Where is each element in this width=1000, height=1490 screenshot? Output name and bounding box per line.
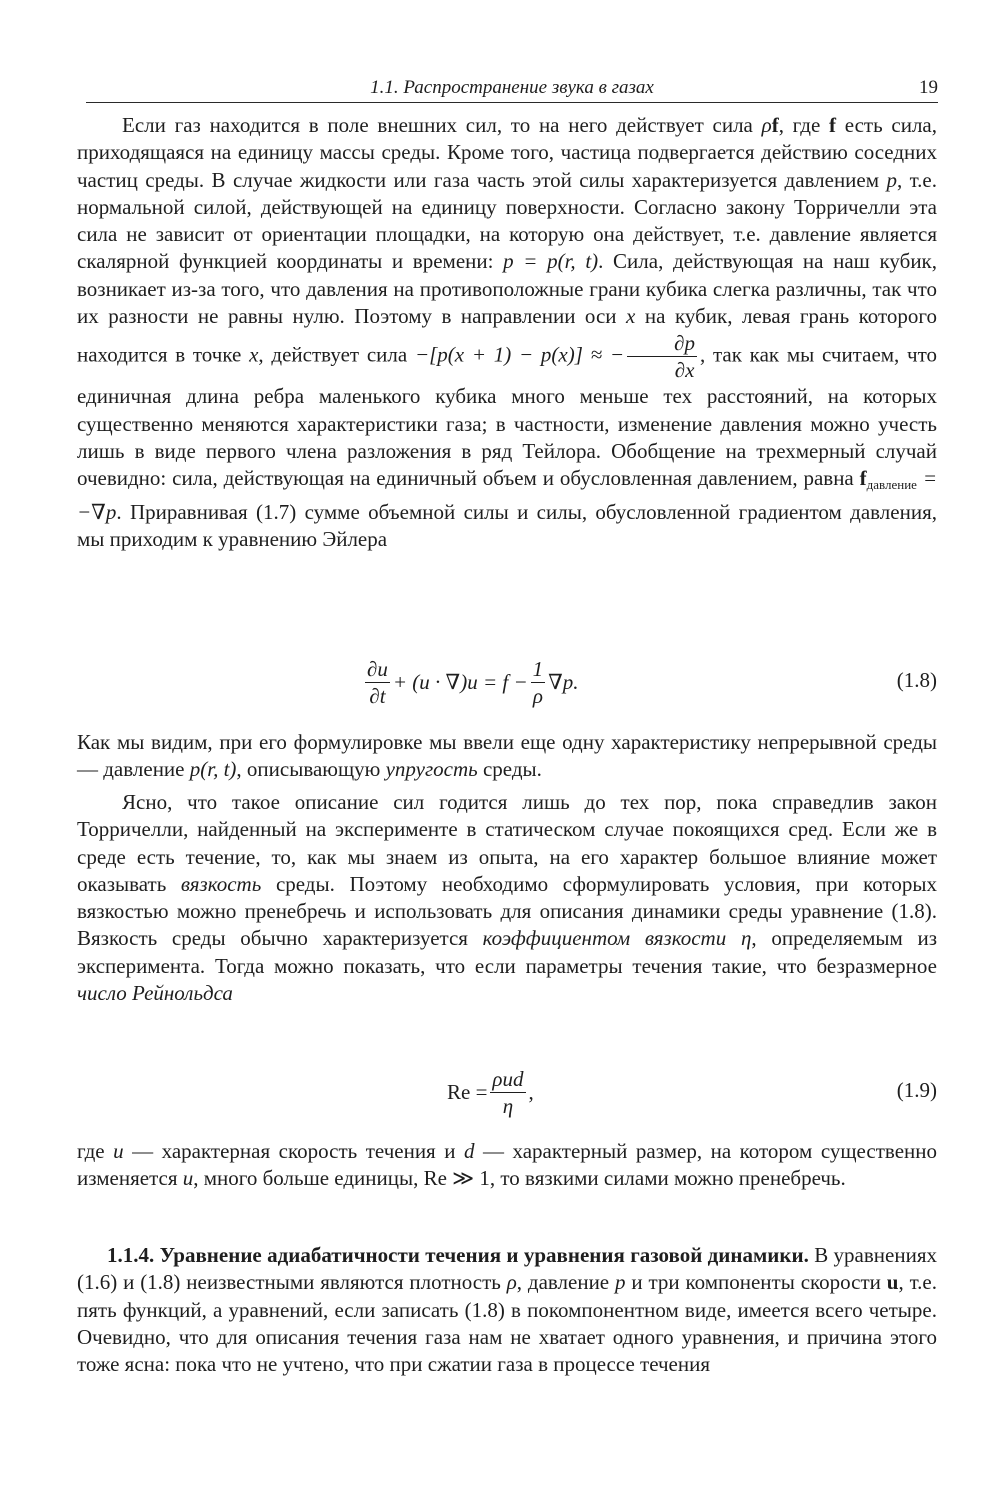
running-header [86,76,938,103]
paragraph-reynolds-definition: где u — характерная скорость течения и d — характерный размер, на котором существенно изменяется u, много больше единицы, Re ≫ 1, то вязкими силами можно пренебречь. [77,1139,937,1191]
paragraph-elasticity: Как мы видим, при его формулировке мы ввели еще одну характеристику непрерывной среды — давление p(r, t), описывающую упругость среды. [77,730,937,782]
running-header-title: 1.1. Распространение звука в газах [370,77,654,98]
page-number: 19 [919,77,938,98]
equation-reynolds: Re = $\frac{\text{ρud}}{\eta}$ , (1.9) [447,1066,937,1118]
equation-number: (1.9) [896,1078,937,1102]
equation-euler: $\frac{\partial u}{\partial t}$ + (u · ∇)u = f − $\frac{1}{\rho}$ ∇p. (1.8) [367,656,937,708]
paragraph-forces: Если газ находится в поле внешних сил, то на него действует сила ρf, где f есть сила, приходящаяся на единицу массы среды. Кроме того, частица подвергается действию соседних частиц среды. В случае жидкости или газа часть этой силы характеризуется давлением p, т.е. нормальной силой, действующей на единицу поверхности. Согласно закону Торричелли эта сила не зависит от ориентации площадки, на которую она действует, т.е. давление является скалярной функцией координаты и времени: p = p(r, t). Сила, действующая на наш кубик, возникает из-за того, что давления на противоположные грани кубика слегка различны, так что их разности не равны нулю. Поэтому в направлении оси x на кубик, левая грань которого находится в точке x, действует сила −[p(x + 1) − p(x)] ≈ − $\frac{\partial p}{\partial x}$ , так как мы считаем, что единичная длина ребра маленького кубика много меньше тех расстояний, на которых существенно меняются характеристики газа; в частности, изменение давления можно учесть лишь в виде первого члена разложения в ряд Тейлора. Обобщение на трехмерный случай очевидно: сила, действующая на единичный объем и обусловленная давлением, равна $f_{давление} = -\nabla p$. Приравнивая (1.7) сумме объемной силы и силы, обусловленной градиентом давления, мы приходим к уравнению Эйлера [77,113,938,551]
section-1-1-4: 1.1.4. Уравнение адиабатичности течения и уравнения газовой динамики. В уравнениях (1.6) и (1.8) неизвестными являются плотность ρ, давление p и три компоненты скорости u, т.е. пять функций, а уравнений, если записать (1.8) в покомпонентном виде, имеется всего четыре. Очевидно, что для описания течения газа нам не хватает одного уравнения, и причина этого тоже ясна: пока что не учтено, что при сжатии газа в процессе течения [77,1243,937,1377]
section-heading: 1.1.4. Уравнение адиабатичности течения и уравнения газовой динамики. [107,1243,809,1267]
equation-number: (1.8) [896,668,937,692]
paragraph-viscosity: Ясно, что такое описание сил годится лишь до тех пор, пока справедлив закон Торричелли, найденный на эксперименте в статическом случае покоящихся сред. Если же в среде есть течение, то, как мы знаем из опыта, на его характер большое влияние может оказывать вязкость среды. Поэтому необходимо сформулировать условия, при которых вязкостью можно пренебречь и использовать для описания динамики среды уравнение (1.8). Вязкость среды обычно характеризуется коэффициентом вязкости η, определяемым из эксперимента. Тогда можно показать, что если параметры течения такие, что безразмерное число Рейнольдса [77,790,938,1006]
pressure-derivative-fraction: $\frac{\partial p}{\partial x}$ [627,330,697,383]
